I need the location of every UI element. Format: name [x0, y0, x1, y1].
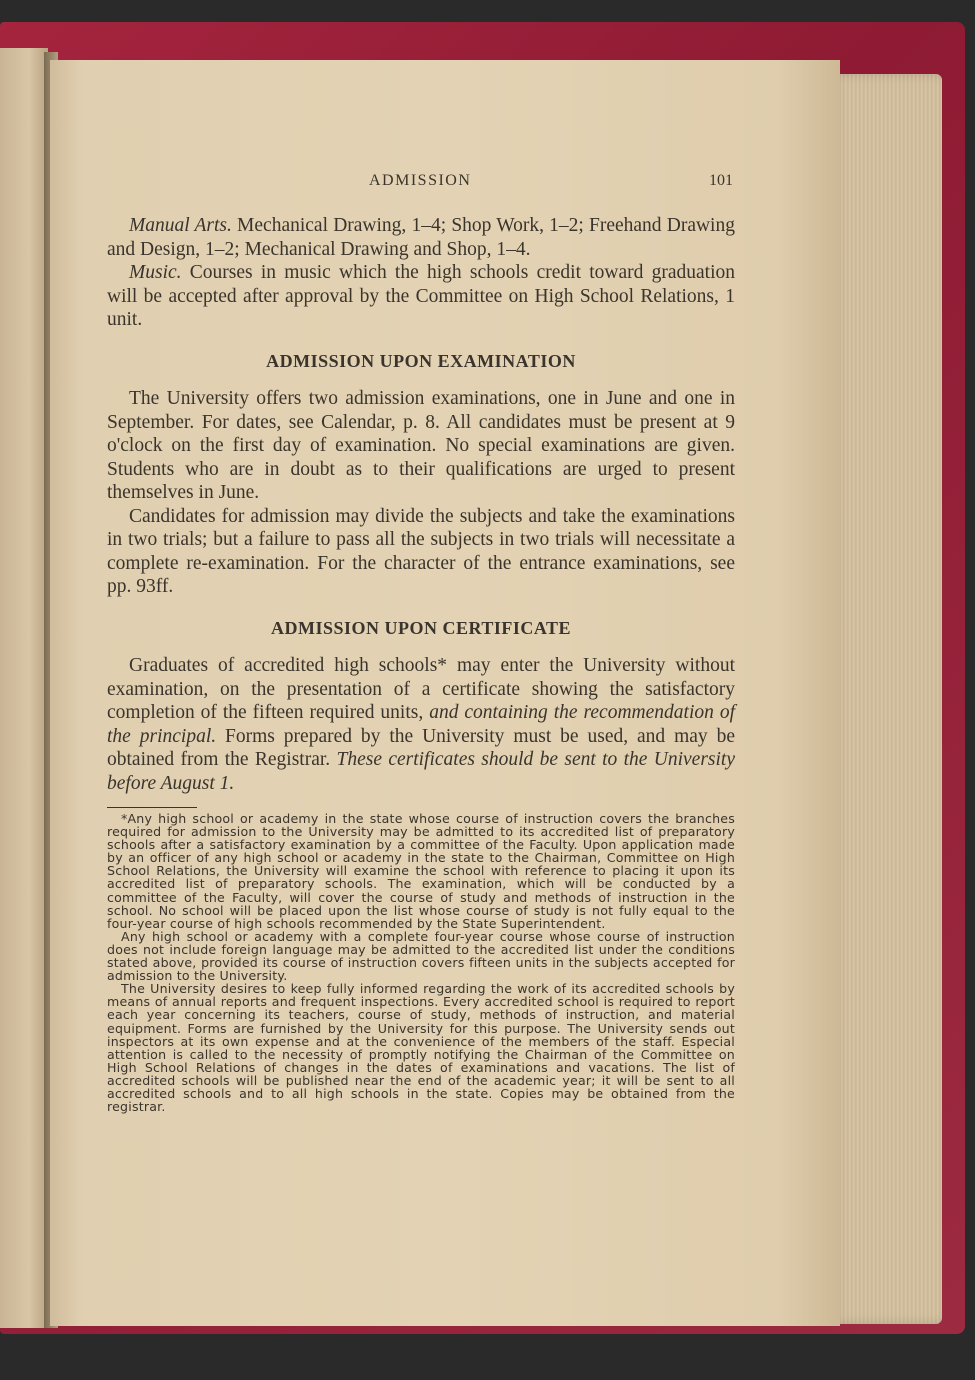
heading-admission-examination: ADMISSION UPON EXAMINATION: [266, 350, 576, 371]
page-stack-edge: [830, 74, 942, 1324]
footnote-1: *Any high school or academy in the state whose course of instruction covers the branches required for admission to the University may be admitted to its accredited list of preparatory schools after a satisfactory examination by a committee of the Faculty. Upon application made by an officer of any high school or academy in the state to the Chairman, Committee on High School Relations, the University will examine the school with reference to placing it upon its accredited list of preparatory schools. The examination, which will be conducted by a committee of the Faculty, will cover the course of study and methods of instruction in the school. No school will be placed upon the list whose course of study is not fully equal to the four-year course of high schools recommended by the State Superintendent.: [107, 811, 735, 931]
page-number: 101: [709, 172, 733, 189]
running-header: [107, 172, 735, 196]
footnote-rule: [107, 807, 197, 808]
footnote-2: Any high school or academy with a complete four-year course whose course of instruction does not include foreign language may be admitted to the accredited list under the conditions stated above, provided its course of instruction covers fifteen units in the subjects accepted for admission to the University.: [107, 928, 735, 984]
manual-arts-label: Manual Arts.: [129, 215, 232, 236]
heading-admission-certificate: ADMISSION UPON CERTIFICATE: [270, 617, 572, 638]
body-text: [107, 214, 735, 795]
paragraph-manual-arts: [107, 214, 735, 261]
book-page: [50, 60, 840, 1326]
music-label: Music.: [129, 262, 182, 283]
paragraph-music: [107, 261, 735, 332]
footnotes: [107, 812, 735, 1113]
certificate-text-c: Forms prepared by the University must be used, and may be obtained from the Registrar.: [107, 725, 735, 770]
page-content: [107, 172, 735, 1113]
certificate-text-a: Graduates of accredited high schools* may enter the University without examination, on the presentation of a certificate showing the satisfactory completion of the fifteen required units,: [107, 655, 735, 723]
facing-page-edge: [0, 48, 48, 1328]
music-text: Courses in music which the high schools credit toward graduation will be accepted after approval by the Committee on High School Relations, 1 unit.: [107, 262, 735, 330]
footnote-3: The University desires to keep fully informed regarding the work of its accredited schools by means of annual reports and frequent inspections. Every accredited school is required to report each year concerning its teachers, course of study, methods of instruction, and material equipment. Forms are furnished by the University for this purpose. The University sends out inspectors at its own expense and at the convenience of the members of the staff. Especial attention is called to the necessity of promptly notifying the Chairman of the Committee on High School Relations of changes in the dates of examinations and vacations. The list of accredited schools will be published near the end of the academic year; it will be sent to all accredited schools and to all high schools in the state. Copies may be obtained from the registrar.: [107, 981, 735, 1115]
running-head-title: ADMISSION: [369, 172, 472, 189]
paragraph-examination-2: Candidates for admission may divide the subjects and take the examinations in two trials; but a failure to pass all the subjects in two trials will necessitate a complete re-examination. For the character of the entrance examinations, see pp. 93ff.: [107, 505, 735, 597]
certificate-text-d: These certificates should be sent to the University before August 1.: [107, 749, 736, 794]
manual-arts-text: Mechanical Drawing, 1–4; Shop Work, 1–2; Freehand Drawing and Design, 1–2; Mechanical Drawing and Shop, 1–4.: [107, 215, 735, 260]
paragraph-examination-1: The University offers two admission examinations, one in June and one in September. For dates, see Calendar, p. 8. All candidates must be present at 9 o'clock on the first day of examination. No special examinations are given. Students who are in doubt as to their qualifications are urged to present themselves in June.: [107, 388, 735, 503]
paragraph-certificate: [107, 654, 735, 795]
certificate-text-b: and containing the recommendation of the principal.: [107, 702, 735, 747]
